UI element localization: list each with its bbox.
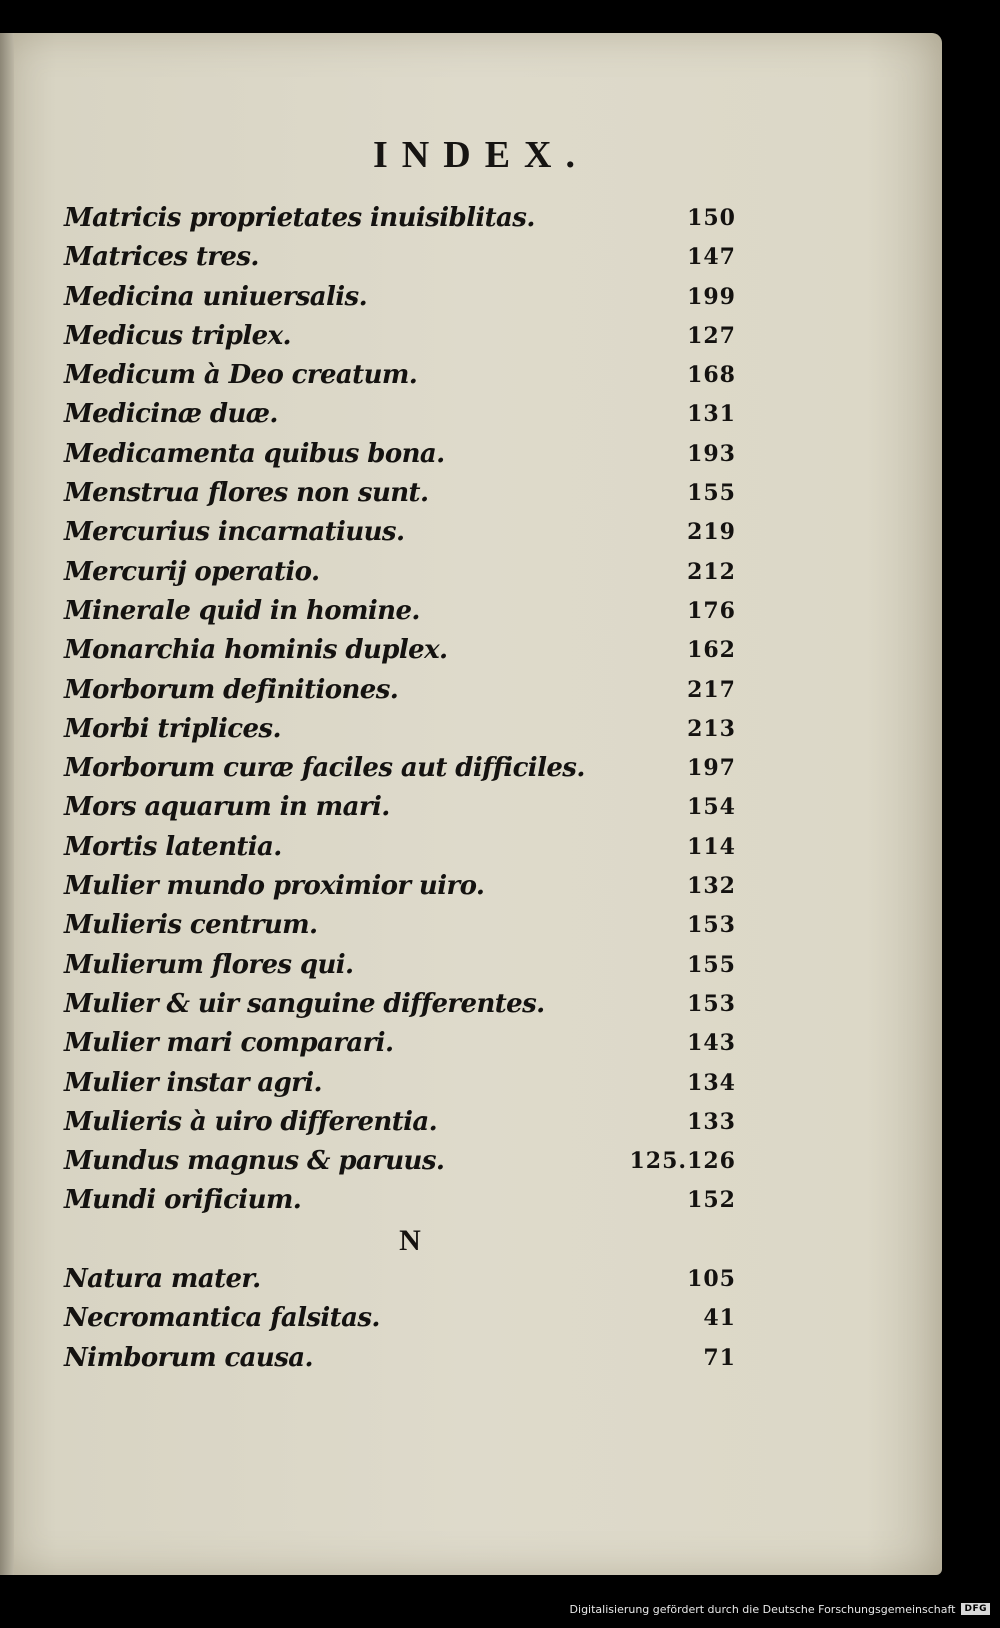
entry-page-number: 153 (687, 990, 736, 1017)
index-entry (64, 356, 736, 395)
entry-page-number: 153 (687, 912, 736, 939)
index-entry (64, 631, 736, 670)
entry-term: Mundus magnus & paruus. (64, 1146, 445, 1177)
entry-page-number: 152 (687, 1187, 736, 1214)
entry-term: Medicinæ duæ. (64, 399, 278, 430)
entry-page-number: 155 (687, 951, 736, 978)
entry-page-number: 147 (687, 244, 736, 271)
index-entry (64, 985, 736, 1024)
index-entry (64, 553, 736, 592)
index-entry (64, 749, 736, 788)
entry-term: Mulier instar agri. (64, 1067, 323, 1098)
entry-page-number: 168 (687, 362, 736, 389)
footer-credit: Digitalisierung gefördert durch die Deutsche Forschungsgemeinschaft (569, 1602, 956, 1616)
index-entry (64, 474, 736, 513)
entry-page-number: 127 (687, 322, 736, 349)
entry-page-number: 133 (687, 1108, 736, 1135)
entry-term: Morborum curæ faciles aut difficiles. (64, 753, 585, 784)
entry-term: Matrices tres. (64, 242, 259, 273)
entry-term: Medicum à Deo creatum. (64, 360, 418, 391)
entry-page-number: 193 (687, 440, 736, 467)
entry-term: Mulieris à uiro differentia. (64, 1106, 438, 1137)
index-entry (64, 1024, 736, 1063)
entry-term: Mundi orificium. (64, 1185, 302, 1216)
letter-heading: N (399, 1223, 421, 1257)
entry-page-number: 131 (687, 401, 736, 428)
entry-page-number: 125.126 (629, 1148, 736, 1175)
index-entry (64, 317, 736, 356)
page-title: INDEX. (373, 134, 589, 176)
entry-page-number: 199 (687, 283, 736, 310)
digitization-footer (570, 1598, 990, 1620)
index-entry (64, 1064, 736, 1103)
entry-term: Morbi triplices. (64, 713, 281, 744)
entry-term: Medicus triplex. (64, 320, 291, 351)
entry-term: Monarchia hominis duplex. (64, 635, 448, 666)
entry-page-number: 105 (687, 1266, 736, 1293)
index-entry (64, 946, 736, 985)
entry-term: Mulierum flores qui. (64, 949, 354, 980)
entry-page-number: 217 (687, 676, 736, 703)
index-entry (64, 1260, 736, 1299)
index-entry (64, 671, 736, 710)
index-entry (64, 1299, 736, 1338)
entry-term: Mortis latentia. (64, 831, 282, 862)
entry-page-number: 150 (687, 205, 736, 231)
entry-term: Menstrua flores non sunt. (64, 478, 429, 509)
entry-page-number: 155 (687, 480, 736, 507)
entry-page-number: 154 (687, 794, 736, 821)
entry-term: Mulier mari comparari. (64, 1028, 394, 1059)
index-entry (64, 710, 736, 749)
entry-term: Nimborum causa. (64, 1342, 313, 1373)
entry-term: Mulier mundo proximior uiro. (64, 871, 485, 902)
index-entry (64, 828, 736, 867)
index-entry (64, 1142, 736, 1181)
index-entry (64, 435, 736, 474)
index-entry (64, 1181, 736, 1220)
book-page (0, 33, 942, 1575)
entry-page-number: 213 (687, 715, 736, 742)
entry-page-number: 219 (687, 519, 736, 546)
entry-term: Mercurius incarnatiuus. (64, 517, 405, 548)
entry-term: Mors aquarum in mari. (64, 792, 390, 823)
entry-page-number: 176 (687, 597, 736, 624)
dfg-logo: DFG (961, 1603, 990, 1615)
entry-page-number: 143 (687, 1030, 736, 1057)
index-list (64, 199, 736, 1378)
entry-page-number: 134 (687, 1069, 736, 1096)
index-entry (64, 199, 736, 238)
index-entry (64, 513, 736, 552)
entry-term: Necromantica falsitas. (64, 1303, 380, 1334)
entry-page-number: 212 (687, 558, 736, 585)
entry-page-number: 41 (703, 1305, 736, 1332)
index-entry (64, 278, 736, 317)
entry-page-number: 162 (687, 637, 736, 664)
index-entry (64, 238, 736, 277)
entry-term: Mercurij operatio. (64, 556, 320, 587)
entry-term: Matricis proprietates inuisiblitas. (64, 203, 535, 233)
index-entry (64, 592, 736, 631)
entry-term: Mulier & uir sanguine differentes. (64, 988, 545, 1019)
index-entry (64, 906, 736, 945)
entry-page-number: 132 (687, 873, 736, 900)
index-entry (64, 1103, 736, 1142)
entry-term: Medicamenta quibus bona. (64, 438, 445, 469)
index-entry (64, 788, 736, 827)
entry-page-number: 197 (687, 755, 736, 782)
index-entry (64, 867, 736, 906)
entry-term: Morborum definitiones. (64, 674, 399, 705)
index-entry (64, 1339, 736, 1378)
index-entry (64, 395, 736, 434)
entry-term: Mulieris centrum. (64, 910, 318, 941)
entry-term: Natura mater. (64, 1264, 261, 1295)
entry-term: Medicina uniuersalis. (64, 281, 368, 312)
entry-term: Minerale quid in homine. (64, 595, 420, 626)
entry-page-number: 71 (703, 1344, 736, 1371)
entry-page-number: 114 (687, 833, 736, 860)
